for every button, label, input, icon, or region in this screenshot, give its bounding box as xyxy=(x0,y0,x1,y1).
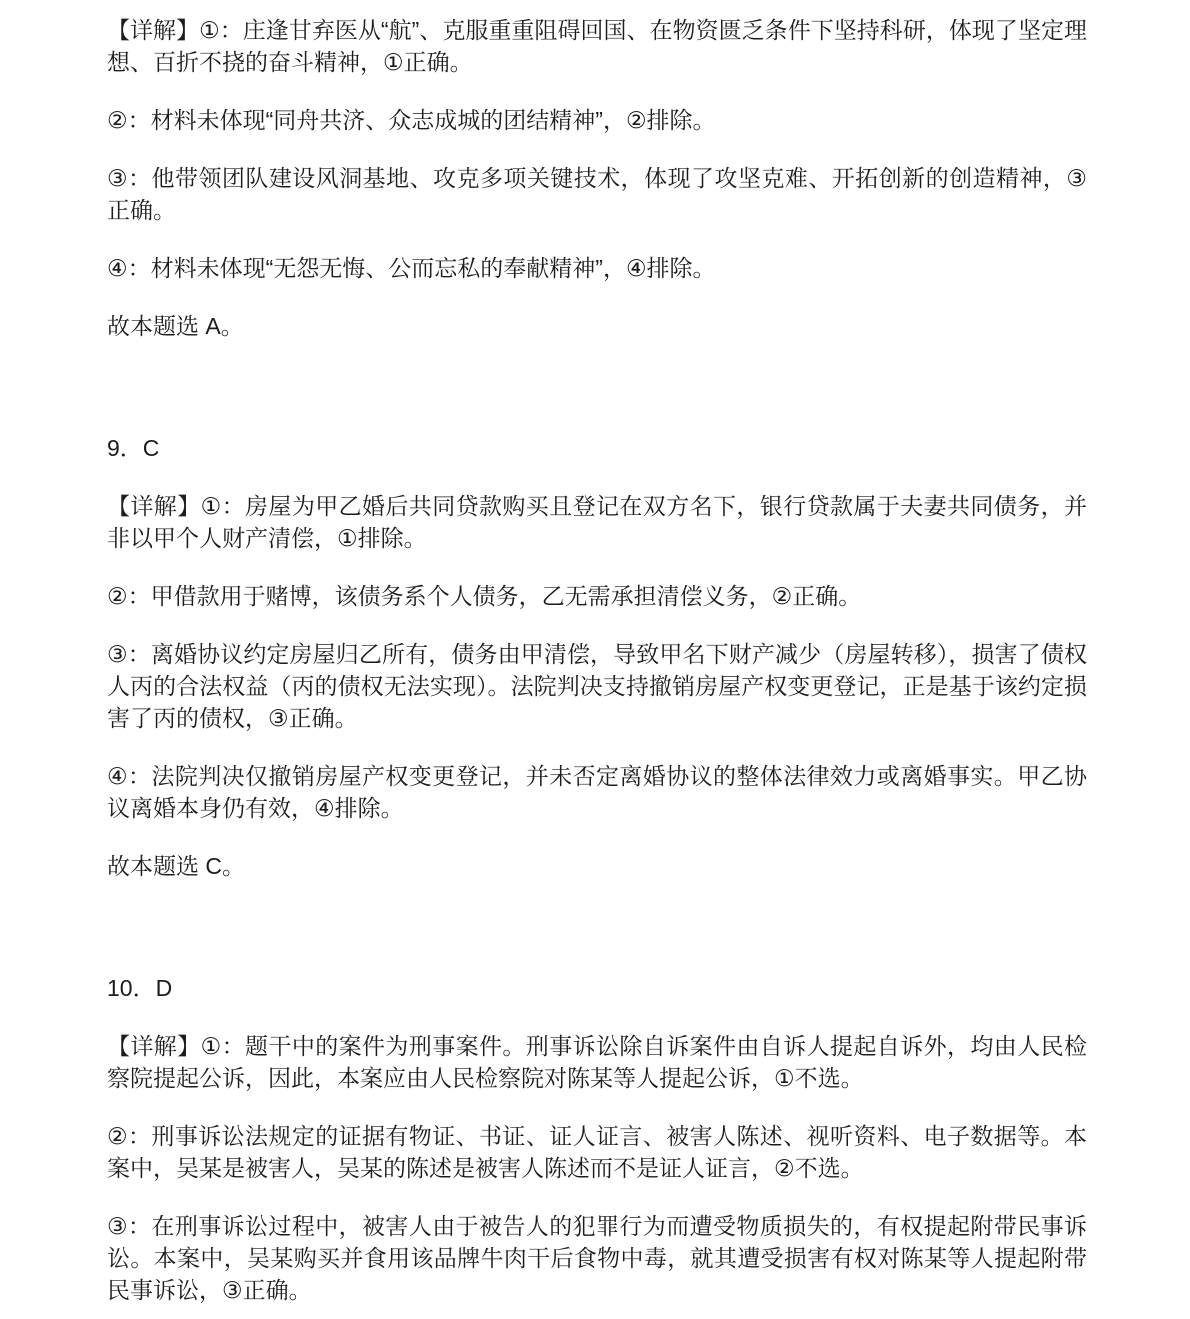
q8-conclusion-paragraph: 故本题选 A。 xyxy=(107,313,244,339)
q10-detail-paragraph-3: ③：在刑事诉讼过程中，被害人由于被告人的犯罪行为而遭受物质损失的，有权提起附带民事诉讼。本案中，吴某购买并食用该品牌牛肉干后食物中毒，就其遭受损害有权对陈某等人提起附带民事诉讼，③正确。 xyxy=(107,1213,1087,1303)
q9-conclusion-paragraph: 故本题选 C。 xyxy=(107,853,245,879)
q8-detail-paragraph-2: ②：材料未体现“同舟共济、众志成城的团结精神”，②排除。 xyxy=(107,107,716,133)
q9-detail-paragraph-1: 【详解】①：房屋为甲乙婚后共同贷款购买且登记在双方名下，银行贷款属于夫妻共同债务，并非以甲个人财产清偿，①排除。 xyxy=(107,493,1087,551)
q9-answer-heading: 9．C xyxy=(107,435,160,461)
q10-detail-paragraph-1: 【详解】①：题干中的案件为刑事案件。刑事诉讼除自诉案件由自诉人提起自诉外，均由人民检察院提起公诉，因此，本案应由人民检察院对陈某等人提起公诉，①不选。 xyxy=(107,1033,1087,1091)
q9-detail-paragraph-2: ②：甲借款用于赌博，该债务系个人债务，乙无需承担清偿义务，②正确。 xyxy=(107,583,862,609)
q9-detail-paragraph-4: ④：法院判决仅撤销房屋产权变更登记，并未否定离婚协议的整体法律效力或离婚事实。甲乙协议离婚本身仍有效，④排除。 xyxy=(107,763,1087,821)
q10-answer-heading: 10．D xyxy=(107,975,173,1001)
q10-detail-paragraph-2: ②：刑事诉讼法规定的证据有物证、书证、证人证言、被害人陈述、视听资料、电子数据等。本案中，吴某是被害人，吴某的陈述是被害人陈述而不是证人证言，②不选。 xyxy=(107,1123,1087,1181)
q8-detail-paragraph-1: 【详解】①：庄逢甘弃医从“航”、克服重重阻碍回国、在物资匮乏条件下坚持科研，体现了坚定理想、百折不挠的奋斗精神，①正确。 xyxy=(107,17,1087,75)
q9-detail-paragraph-3: ③：离婚协议约定房屋归乙所有，债务由甲清偿，导致甲名下财产减少（房屋转移），损害了债权人丙的合法权益（丙的债权无法实现）。法院判决支持撤销房屋产权变更登记，正是基于该约定损害了丙的债权，③正确。 xyxy=(107,641,1087,731)
q8-detail-paragraph-3: ③：他带领团队建设风洞基地、攻克多项关键技术，体现了攻坚克难、开拓创新的创造精神，③正确。 xyxy=(107,165,1087,223)
q8-detail-paragraph-4: ④：材料未体现“无怨无悔、公而忘私的奉献精神”，④排除。 xyxy=(107,255,716,281)
